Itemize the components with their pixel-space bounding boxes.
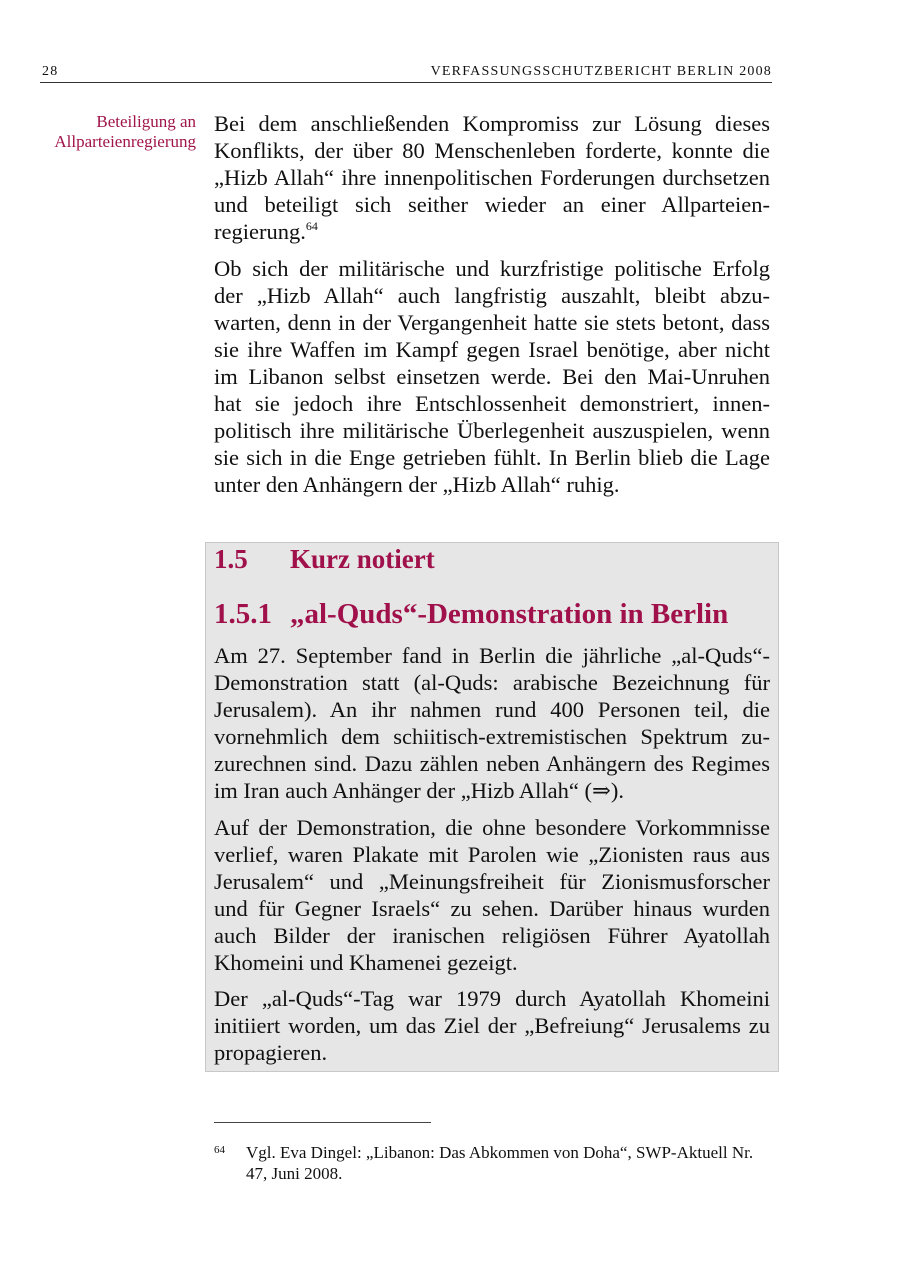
text-line-content: regierung. <box>214 219 306 244</box>
text-line <box>214 444 770 471</box>
text-line-content: propagieren. <box>214 1040 328 1065</box>
footnote <box>214 1142 770 1184</box>
margin-note <box>20 112 196 152</box>
text-line <box>214 895 770 922</box>
text-line-content: hat sie jedoch ihre Entschlossenheit demonstriert, innen- <box>214 391 770 416</box>
text-line-content: verlief, waren Plakate mit Parolen wie „Zionisten raus aus <box>214 842 770 867</box>
text-line-content: warten, denn in der Vergangenheit hatte sie stets betont, dass <box>214 310 770 335</box>
text-line <box>214 471 770 498</box>
paragraph-2 <box>214 255 770 498</box>
running-header <box>40 62 772 83</box>
text-line-content: Der „al-Quds“-Tag war 1979 durch Ayatollah Khomeini <box>214 986 770 1011</box>
text-line-content: vornehmlich dem schiitisch-extremistischen Spektrum zu- <box>214 724 770 749</box>
text-line-content: „Hizb Allah“ ihre innenpolitischen Forderungen durchsetzen <box>214 165 770 190</box>
margin-note-line: Beteiligung an <box>96 112 196 131</box>
text-line <box>214 363 770 390</box>
text-line-content: initiiert worden, um das Ziel der „Befreiung“ Jerusalems zu <box>214 1013 770 1038</box>
text-line-content: auch Bilder der iranischen religiösen Führer Ayatollah <box>214 923 770 948</box>
text-line-content: sie ihre Waffen im Kampf gegen Israel benötige, aber nicht <box>214 337 770 362</box>
footnote-number: 64 <box>214 1144 225 1156</box>
subsection-number: 1.5.1 <box>214 598 272 630</box>
text-line <box>214 949 770 976</box>
text-line <box>214 191 770 218</box>
text-line <box>214 868 770 895</box>
text-line <box>214 985 770 1012</box>
subsection-title: „al-Quds“-Demonstration in Berlin <box>290 598 729 630</box>
section-heading <box>214 544 435 575</box>
page-number: 28 <box>42 64 59 79</box>
text-line-content: zurechnen sind. Dazu zählen neben Anhängern des Regimes <box>214 751 770 776</box>
text-line-content: Khomeini und Khamenei gezeigt. <box>214 950 518 975</box>
text-line <box>214 417 770 444</box>
text-line <box>214 1012 770 1039</box>
text-line <box>214 696 770 723</box>
text-line <box>214 723 770 750</box>
paragraph-1 <box>214 110 770 245</box>
text-line <box>214 282 770 309</box>
text-line <box>214 642 770 669</box>
text-line-content: Auf der Demonstration, die ohne besondere Vorkommnisse <box>214 815 770 840</box>
text-line-content: unter den Anhängern der „Hizb Allah“ ruhig. <box>214 472 620 497</box>
section-title: Kurz notiert <box>290 544 435 574</box>
footnote-text: Vgl. Eva Dingel: „Libanon: Das Abkommen von Doha“, SWP-Aktuell Nr. 47, Juni 2008. <box>246 1143 754 1183</box>
text-line <box>214 1039 770 1066</box>
text-line-content: Ob sich der militärische und kurzfristige politische Erfolg <box>214 256 770 281</box>
subsection-heading <box>214 598 728 631</box>
text-line <box>214 922 770 949</box>
text-line-content: Bei dem anschließenden Kompromiss zur Lösung dieses <box>214 111 770 136</box>
text-line <box>214 814 770 841</box>
box-paragraph-2 <box>214 814 770 976</box>
text-line <box>214 164 770 191</box>
text-line <box>214 841 770 868</box>
text-line-content: Jerusalem“ und „Meinungsfreiheit für Zionismusforscher <box>214 869 770 894</box>
footnote-reference[interactable]: 64 <box>305 219 318 233</box>
text-line-content: der „Hizb Allah“ auch langfristig auszahlt, bleibt abzu- <box>214 283 770 308</box>
box-paragraph-1 <box>214 642 770 804</box>
text-line <box>214 137 770 164</box>
text-line <box>214 777 770 804</box>
text-line-content: sie sich in die Enge getrieben fühlt. In Berlin blieb die Lage <box>214 445 770 470</box>
text-line-content: im Iran auch Anhänger der „Hizb Allah“ (⇒). <box>214 778 624 803</box>
margin-note-line: Allparteienregierung <box>54 132 196 151</box>
section-number: 1.5 <box>214 544 248 574</box>
footnote-rule <box>214 1122 431 1123</box>
text-line <box>214 336 770 363</box>
text-line <box>214 750 770 777</box>
text-line-content: Konflikts, der über 80 Menschenleben forderte, konnte die <box>214 138 770 163</box>
text-line <box>214 669 770 696</box>
text-line-content: politisch ihre militärische Überlegenheit auszuspielen, wenn <box>214 418 770 443</box>
text-line-content: im Libanon selbst einsetzen werde. Bei den Mai-Unruhen <box>214 364 770 389</box>
text-line-content: Demonstration statt (al-Quds: arabische Bezeichnung für <box>214 670 770 695</box>
text-line-content: und beteiligt sich seither wieder an einer Allparteien- <box>214 192 770 217</box>
text-line <box>214 390 770 417</box>
text-line <box>214 309 770 336</box>
text-line-content: Jerusalem). An ihr nahmen rund 400 Personen teil, die <box>214 697 770 722</box>
box-paragraph-3 <box>214 985 770 1066</box>
text-line <box>214 255 770 282</box>
text-line <box>214 110 770 137</box>
running-title: VERFASSUNGSSCHUTZBERICHT BERLIN 2008 <box>430 64 772 79</box>
text-line-content: Am 27. September fand in Berlin die jährliche „al-Quds“- <box>214 643 770 668</box>
text-line-content: und für Gegner Israels“ zu sehen. Darüber hinaus wurden <box>214 896 770 921</box>
text-line <box>214 218 770 245</box>
